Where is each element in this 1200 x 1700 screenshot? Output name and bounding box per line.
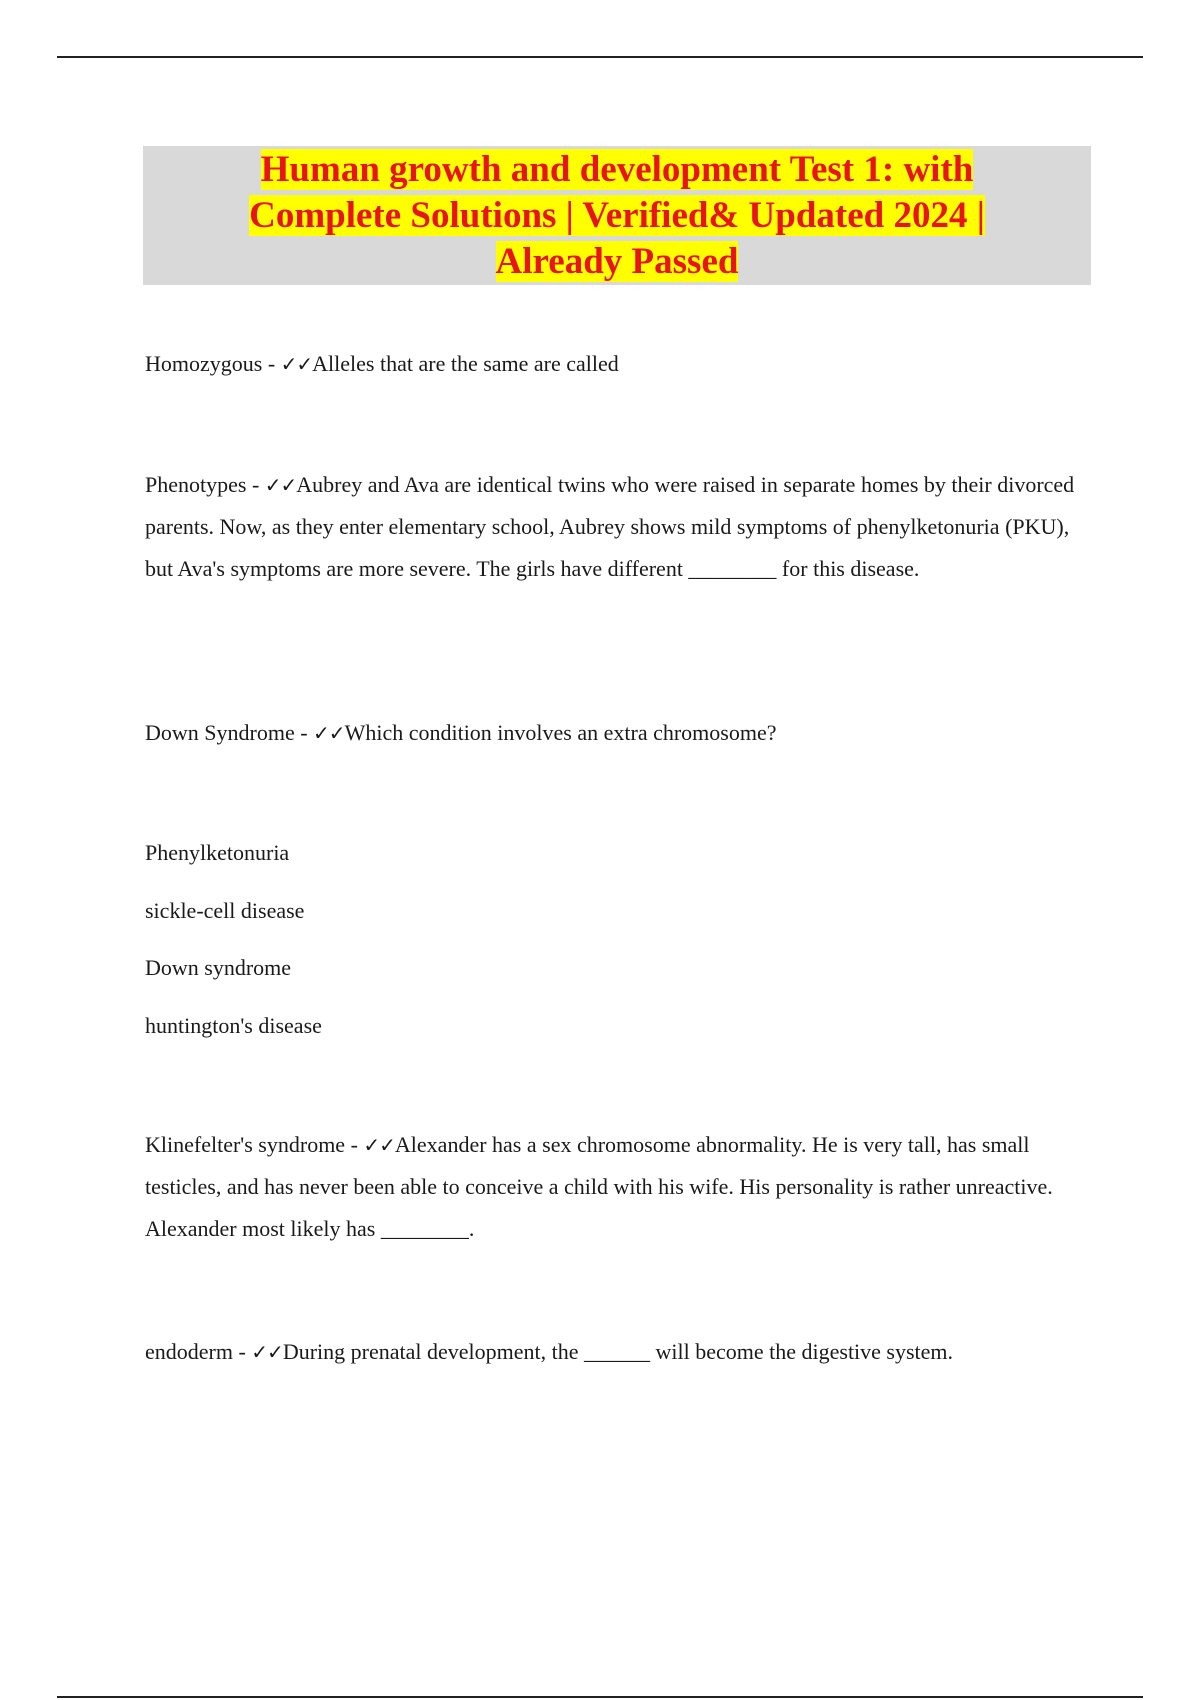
document-title: Human growth and development Test 1: with Complete Solutions | Verified& Updated 2024 | Already Passed: [249, 148, 985, 282]
separator: -: [345, 1132, 364, 1157]
qa-item-1: [145, 343, 1095, 385]
answer-term: endoderm: [145, 1339, 233, 1364]
double-check-icon: ✓✓: [363, 1133, 395, 1157]
question-text: During prenatal development, the ______ will become the digestive system.: [282, 1339, 954, 1364]
separator: -: [232, 1339, 252, 1364]
answer-term: Down Syndrome: [145, 720, 295, 745]
question-text: Aubrey and Ava are identical twins who were raised in separate homes by their divorced parents. Now, as they enter elementary school, Aubrey shows mild symptoms of phenylketonuria (PKU), but Ava's symptoms are more severe. The girls have different ________ for this disease.: [145, 472, 1075, 581]
separator: -: [262, 351, 281, 376]
option-item: Phenylketonuria: [145, 840, 290, 865]
qa-item-4: [145, 1124, 1095, 1250]
separator: -: [246, 472, 265, 497]
answer-term: Phenotypes: [145, 472, 247, 497]
title-banner: [143, 146, 1091, 285]
top-rule: [57, 56, 1143, 58]
question-text: Alleles that are the same are called: [312, 351, 619, 376]
option-item: huntington's disease: [145, 1013, 322, 1038]
question-text: Which condition involves an extra chromosome?: [344, 720, 777, 745]
double-check-icon: ✓✓: [280, 352, 313, 376]
double-check-icon: ✓✓: [251, 1340, 283, 1364]
bottom-rule: [57, 1696, 1143, 1698]
qa-item-5: [145, 1331, 1095, 1373]
separator: -: [294, 720, 314, 745]
question-text: Alexander has a sex chromosome abnormality. He is very tall, has small testicles, and has never been able to conceive a child with his wife. His personality is rather unreactive. Alexander most likely has ________.: [145, 1132, 1053, 1241]
double-check-icon: ✓✓: [313, 721, 345, 745]
option-item: sickle-cell disease: [145, 898, 305, 923]
answer-term: Homozygous: [145, 351, 263, 376]
option-item: Down syndrome: [145, 955, 292, 980]
qa-item-3: [145, 712, 1095, 754]
answer-term: Klinefelter's syndrome: [145, 1132, 346, 1157]
qa-item-2: [145, 464, 1095, 590]
double-check-icon: ✓✓: [264, 473, 297, 497]
